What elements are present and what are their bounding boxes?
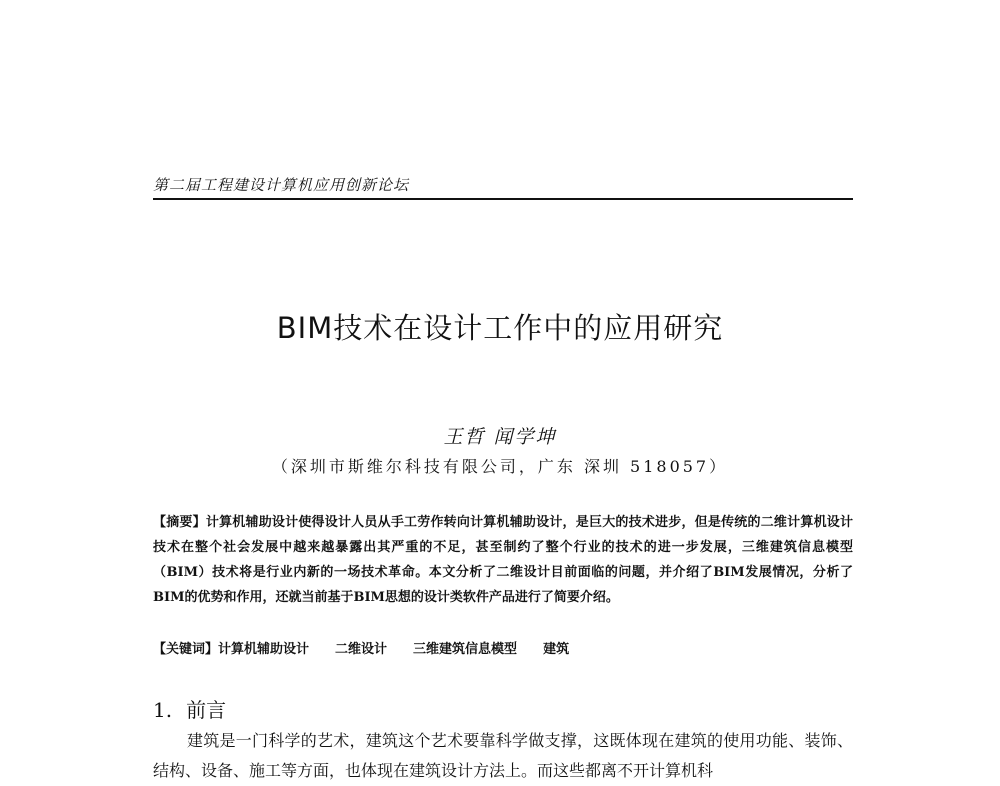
affiliation: （深圳市斯维尔科技有限公司，广东 深圳 518057） (271, 457, 729, 476)
keyword: 三维建筑信息模型 (413, 642, 518, 657)
section-heading (153, 694, 226, 723)
paper-title: BIM技术在设计工作中的应用研究 (276, 311, 724, 345)
keyword: 二维设计 (335, 642, 388, 657)
keywords (153, 637, 853, 662)
keyword: 计算机辅助设计 (218, 642, 310, 657)
body-paragraph: 建筑是一门科学的艺术，建筑这个艺术要靠科学做支撑，这既体现在建筑的使用功能、装饰、结构、设备、施工等方面，也体现在建筑设计方法上。而这些都离不开计算机科 (153, 731, 853, 780)
section-number: 1. (153, 698, 173, 722)
authors: 王哲 闻学坤 (443, 426, 557, 448)
section-title: 前言 (186, 698, 227, 722)
keyword: 建筑 (543, 642, 570, 657)
abstract-text: 计算机辅助设计使得设计人员从手工劳作转向计算机辅助设计，是巨大的技术进步，但是传统的二维计算机设计技术在整个社会发展中越来越暴露出其严重的不足，甚至制约了整个行业的技术的进一步发展，三维建筑信息模型（BIM）技术将是行业内新的一场技术革命。本文分析了二维设计目前面临的问题，并介绍了BIM发展情况，分析了BIM的优势和作用，还就当前基于BIM思想的设计类软件产品进行了简要介绍。 (153, 515, 853, 605)
abstract-label: 【摘要】 (153, 515, 206, 530)
running-header: 第二届工程建设计算机应用创新论坛 (153, 174, 853, 200)
abstract (153, 510, 853, 610)
keywords-label: 【关键词】 (153, 642, 219, 657)
